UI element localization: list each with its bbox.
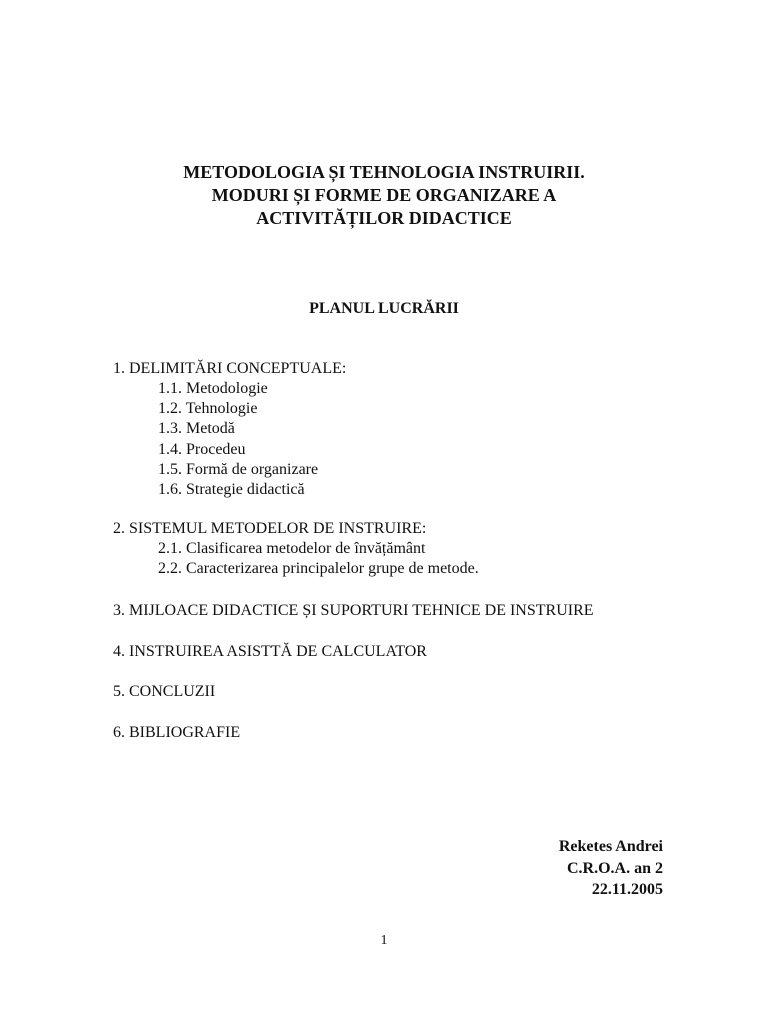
toc-section-3 <box>113 601 713 621</box>
author-name: Reketes Andrei <box>558 838 663 855</box>
title-line-2: MODURI ȘI FORME DE ORGANIZARE A <box>211 185 557 205</box>
subsection-item: 1.2. Tehnologie <box>158 400 258 418</box>
subsection-item: 1.6. Strategie didactică <box>158 481 305 499</box>
section-heading: 5. CONCLUZII <box>113 683 216 700</box>
toc-section-4 <box>113 642 713 662</box>
subsection-item: 2.2. Caracterizarea principalelor grupe de metode. <box>158 560 479 578</box>
page-number: 1 <box>380 933 388 948</box>
subsection-item: 1.5. Formă de organizare <box>158 460 319 478</box>
title-line-1: METODOLOGIA ȘI TEHNOLOGIA INSTRUIRII. <box>183 162 585 182</box>
toc-section-2 <box>113 519 713 579</box>
subsection-item: 1.1. Metodologie <box>158 380 268 397</box>
subsection-item: 1.3. Metodă <box>158 420 235 438</box>
section-heading: 2. SISTEMUL METODELOR DE INSTRUIRE: <box>113 520 427 537</box>
plan-heading: PLANUL LUCRĂRII <box>309 300 459 317</box>
section-heading: 6. BIBLIOGRAFIE <box>113 724 241 741</box>
section-heading: 3. MIJLOACE DIDACTICE ȘI SUPORTURI TEHNICE DE INSTRUIRE <box>113 602 594 619</box>
section-heading: 4. INSTRUIREA ASISTTĂ DE CALCULATOR <box>113 643 427 660</box>
toc-section-5 <box>113 682 713 702</box>
author-group: C.R.O.A. an 2 <box>566 859 663 877</box>
toc-section-6 <box>113 723 713 743</box>
document-date: 22.11.2005 <box>591 881 663 898</box>
toc-section-1 <box>113 359 713 500</box>
subsection-item: 1.4. Procedeu <box>158 440 246 458</box>
document-title <box>0 161 768 230</box>
section-heading: 1. DELIMITĂRI CONCEPTUALE: <box>113 360 347 377</box>
subsection-item: 2.1. Clasificarea metodelor de învățământ <box>158 540 426 557</box>
title-line-3: ACTIVITĂȚILOR DIDACTICE <box>256 208 512 228</box>
signature-block <box>559 836 663 901</box>
